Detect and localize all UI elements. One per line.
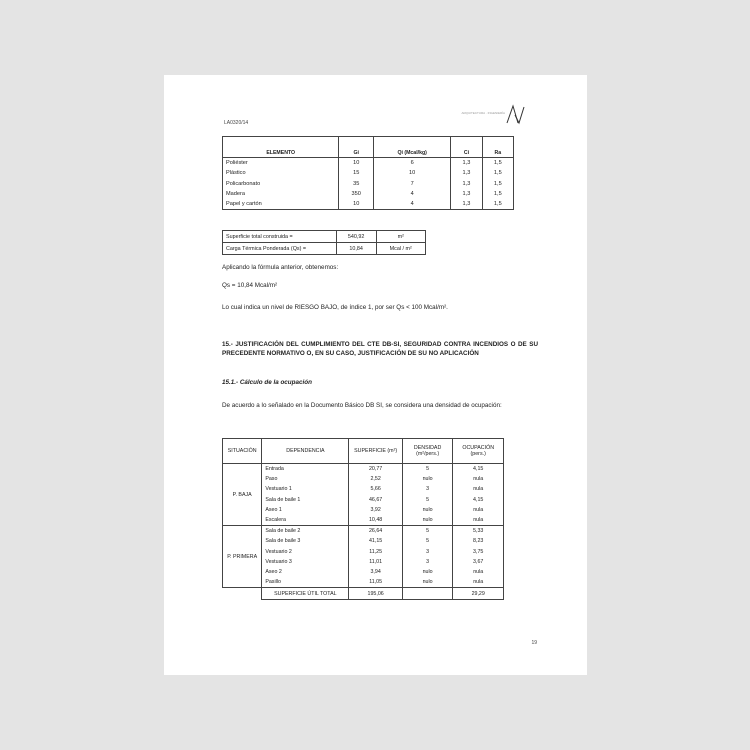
cell: 5 <box>402 526 453 537</box>
cell: 350 <box>339 189 374 199</box>
cell: 1,3 <box>451 189 482 199</box>
cell: nula <box>453 515 504 526</box>
cell: 5 <box>402 495 453 505</box>
cell: Entrada <box>262 464 349 475</box>
paragraph-intro: De acuerdo a lo señalado en la Documento Básico DB SI, se considera una densidad de ocupación: <box>222 402 502 409</box>
header-densidad: DENSIDAD (m²/pers.) <box>402 439 453 464</box>
cell: Pasillo <box>262 577 349 588</box>
cell: 7 <box>374 179 451 189</box>
table-row <box>223 168 514 178</box>
cell: 4,15 <box>453 495 504 505</box>
total-superficie: 195,06 <box>349 588 402 600</box>
header-ci: Ci <box>451 137 482 158</box>
cell: 1,3 <box>451 158 482 169</box>
cell: 11,01 <box>349 557 402 567</box>
cell: 5 <box>402 464 453 475</box>
cell: Aseo 1 <box>262 505 349 515</box>
cell: Mcal / m² <box>376 243 425 255</box>
total-row <box>223 588 504 600</box>
table-row <box>223 536 504 546</box>
cell: Sala de baile 2 <box>262 526 349 537</box>
header-ocupacion: OCUPACIÓN (pers.) <box>453 439 504 464</box>
cell: Madera <box>223 189 339 199</box>
cell: 3 <box>402 547 453 557</box>
table-row <box>223 189 514 199</box>
table-row <box>223 515 504 526</box>
document-ref: LA0320/14 <box>224 120 249 126</box>
cell: 6 <box>374 158 451 169</box>
cell: 1,3 <box>451 179 482 189</box>
header-elemento: ELEMENTO <box>223 137 339 158</box>
blank-cell <box>223 588 262 600</box>
situacion-cell: P. PRIMERA <box>223 526 262 588</box>
cell: 11,25 <box>349 547 402 557</box>
cell: 540,92 <box>336 231 376 243</box>
table-row <box>223 199 514 210</box>
brand-logo <box>445 103 525 125</box>
table-row <box>223 567 504 577</box>
cell: Superficie total construida = <box>223 231 337 243</box>
cell: 1,5 <box>482 179 513 189</box>
cell: Policarbonato <box>223 179 339 189</box>
cell: nula <box>453 474 504 484</box>
situacion-cell: P. BAJA <box>223 464 262 526</box>
cell: 1,5 <box>482 158 513 169</box>
table-row <box>223 557 504 567</box>
table-row <box>223 464 504 475</box>
cell: nula <box>453 567 504 577</box>
cell: nula <box>453 577 504 588</box>
cell: Sala de baile 1 <box>262 495 349 505</box>
paragraph-qs: Qs = 10,84 Mcal/m² <box>222 282 278 289</box>
summary-table <box>222 230 426 255</box>
cell: Vestuario 3 <box>262 557 349 567</box>
header-superficie: SUPERFICIE (m²) <box>349 439 402 464</box>
cell: nula <box>453 505 504 515</box>
paragraph-aplicando: Aplicando la fórmula anterior, obtenemos: <box>222 264 339 271</box>
cell: 1,3 <box>451 168 482 178</box>
cell: 35 <box>339 179 374 189</box>
header-qi: Qi (Mcal/kg) <box>374 137 451 158</box>
cell: nula <box>453 484 504 494</box>
table-row <box>223 231 426 243</box>
cell: Poliéster <box>223 158 339 169</box>
header-dependencia: DEPENDENCIA <box>262 439 349 464</box>
cell: Vestuario 1 <box>262 484 349 494</box>
cell: 5,66 <box>349 484 402 494</box>
table-row <box>223 526 504 537</box>
table-header-row <box>223 137 514 158</box>
cell: Paso <box>262 474 349 484</box>
cell: 3 <box>402 557 453 567</box>
table-row <box>223 158 514 169</box>
section-heading-15: 15.- JUSTIFICACIÓN DEL CUMPLIMIENTO DEL CTE DB-SI, SEGURIDAD CONTRA INCENDIOS O DE SU PRECEDENTE NORMATIVO O, EN SU CASO, JUSTIFICACIÓN DE SU NO APLICACIÓN <box>222 341 538 357</box>
cell: Vestuario 2 <box>262 547 349 557</box>
cell: Plástico <box>223 168 339 178</box>
cell: 10,84 <box>336 243 376 255</box>
cell: 1,5 <box>482 168 513 178</box>
cell: 3,92 <box>349 505 402 515</box>
cell: nulo <box>402 515 453 526</box>
cell: Papel y cartón <box>223 199 339 210</box>
cell: 3,94 <box>349 567 402 577</box>
cell: 5 <box>402 536 453 546</box>
table-row <box>223 474 504 484</box>
cell: Sala de baile 3 <box>262 536 349 546</box>
header-ra: Ra <box>482 137 513 158</box>
total-densidad <box>402 588 453 600</box>
page-number: 19 <box>531 640 537 646</box>
cell: 26,64 <box>349 526 402 537</box>
cell: 1,5 <box>482 189 513 199</box>
table-row <box>223 577 504 588</box>
cell: 11,05 <box>349 577 402 588</box>
cell: 4,15 <box>453 464 504 475</box>
table-row <box>223 243 426 255</box>
cell: 46,67 <box>349 495 402 505</box>
cell: nulo <box>402 505 453 515</box>
cell: 1,3 <box>451 199 482 210</box>
cell: 4 <box>374 199 451 210</box>
cell: 1,5 <box>482 199 513 210</box>
cell: nulo <box>402 577 453 588</box>
cell: 41,15 <box>349 536 402 546</box>
cell: nulo <box>402 567 453 577</box>
cell: 5,33 <box>453 526 504 537</box>
cell: 15 <box>339 168 374 178</box>
header-situacion: SITUACIÓN <box>223 439 262 464</box>
paragraph-riesgo: Lo cual indica un nivel de RIESGO BAJO, de índice 1, por ser Qs < 100 Mcal/m². <box>222 304 448 311</box>
table-row <box>223 484 504 494</box>
cell: 4 <box>374 189 451 199</box>
cell: 10 <box>339 199 374 210</box>
cell: Escalera <box>262 515 349 526</box>
document-page <box>164 75 587 675</box>
cell: Aseo 2 <box>262 567 349 577</box>
table-row <box>223 179 514 189</box>
cell: 10,48 <box>349 515 402 526</box>
total-label: SUPERFICIE ÚTIL TOTAL <box>262 588 349 600</box>
cell: 3,75 <box>453 547 504 557</box>
table-row <box>223 547 504 557</box>
cell: m² <box>376 231 425 243</box>
header-gi: Gi <box>339 137 374 158</box>
table-row <box>223 505 504 515</box>
subsection-heading-15-1: 15.1.- Cálculo de la ocupación <box>222 379 312 386</box>
cell: 10 <box>339 158 374 169</box>
table-row <box>223 495 504 505</box>
occupancy-table <box>222 438 504 600</box>
cell: 3 <box>402 484 453 494</box>
table-header-row <box>223 439 504 464</box>
materials-table <box>222 136 514 210</box>
brand-tagline: ARQUITECTURA · INGENIERÍA <box>461 111 505 115</box>
cell: 3,67 <box>453 557 504 567</box>
cell: 20,77 <box>349 464 402 475</box>
cell: 10 <box>374 168 451 178</box>
cell: Carga Térmica Ponderada (Qs) = <box>223 243 337 255</box>
cell: 8,23 <box>453 536 504 546</box>
cell: nulo <box>402 474 453 484</box>
total-ocupacion: 29,29 <box>453 588 504 600</box>
cell: 2,52 <box>349 474 402 484</box>
